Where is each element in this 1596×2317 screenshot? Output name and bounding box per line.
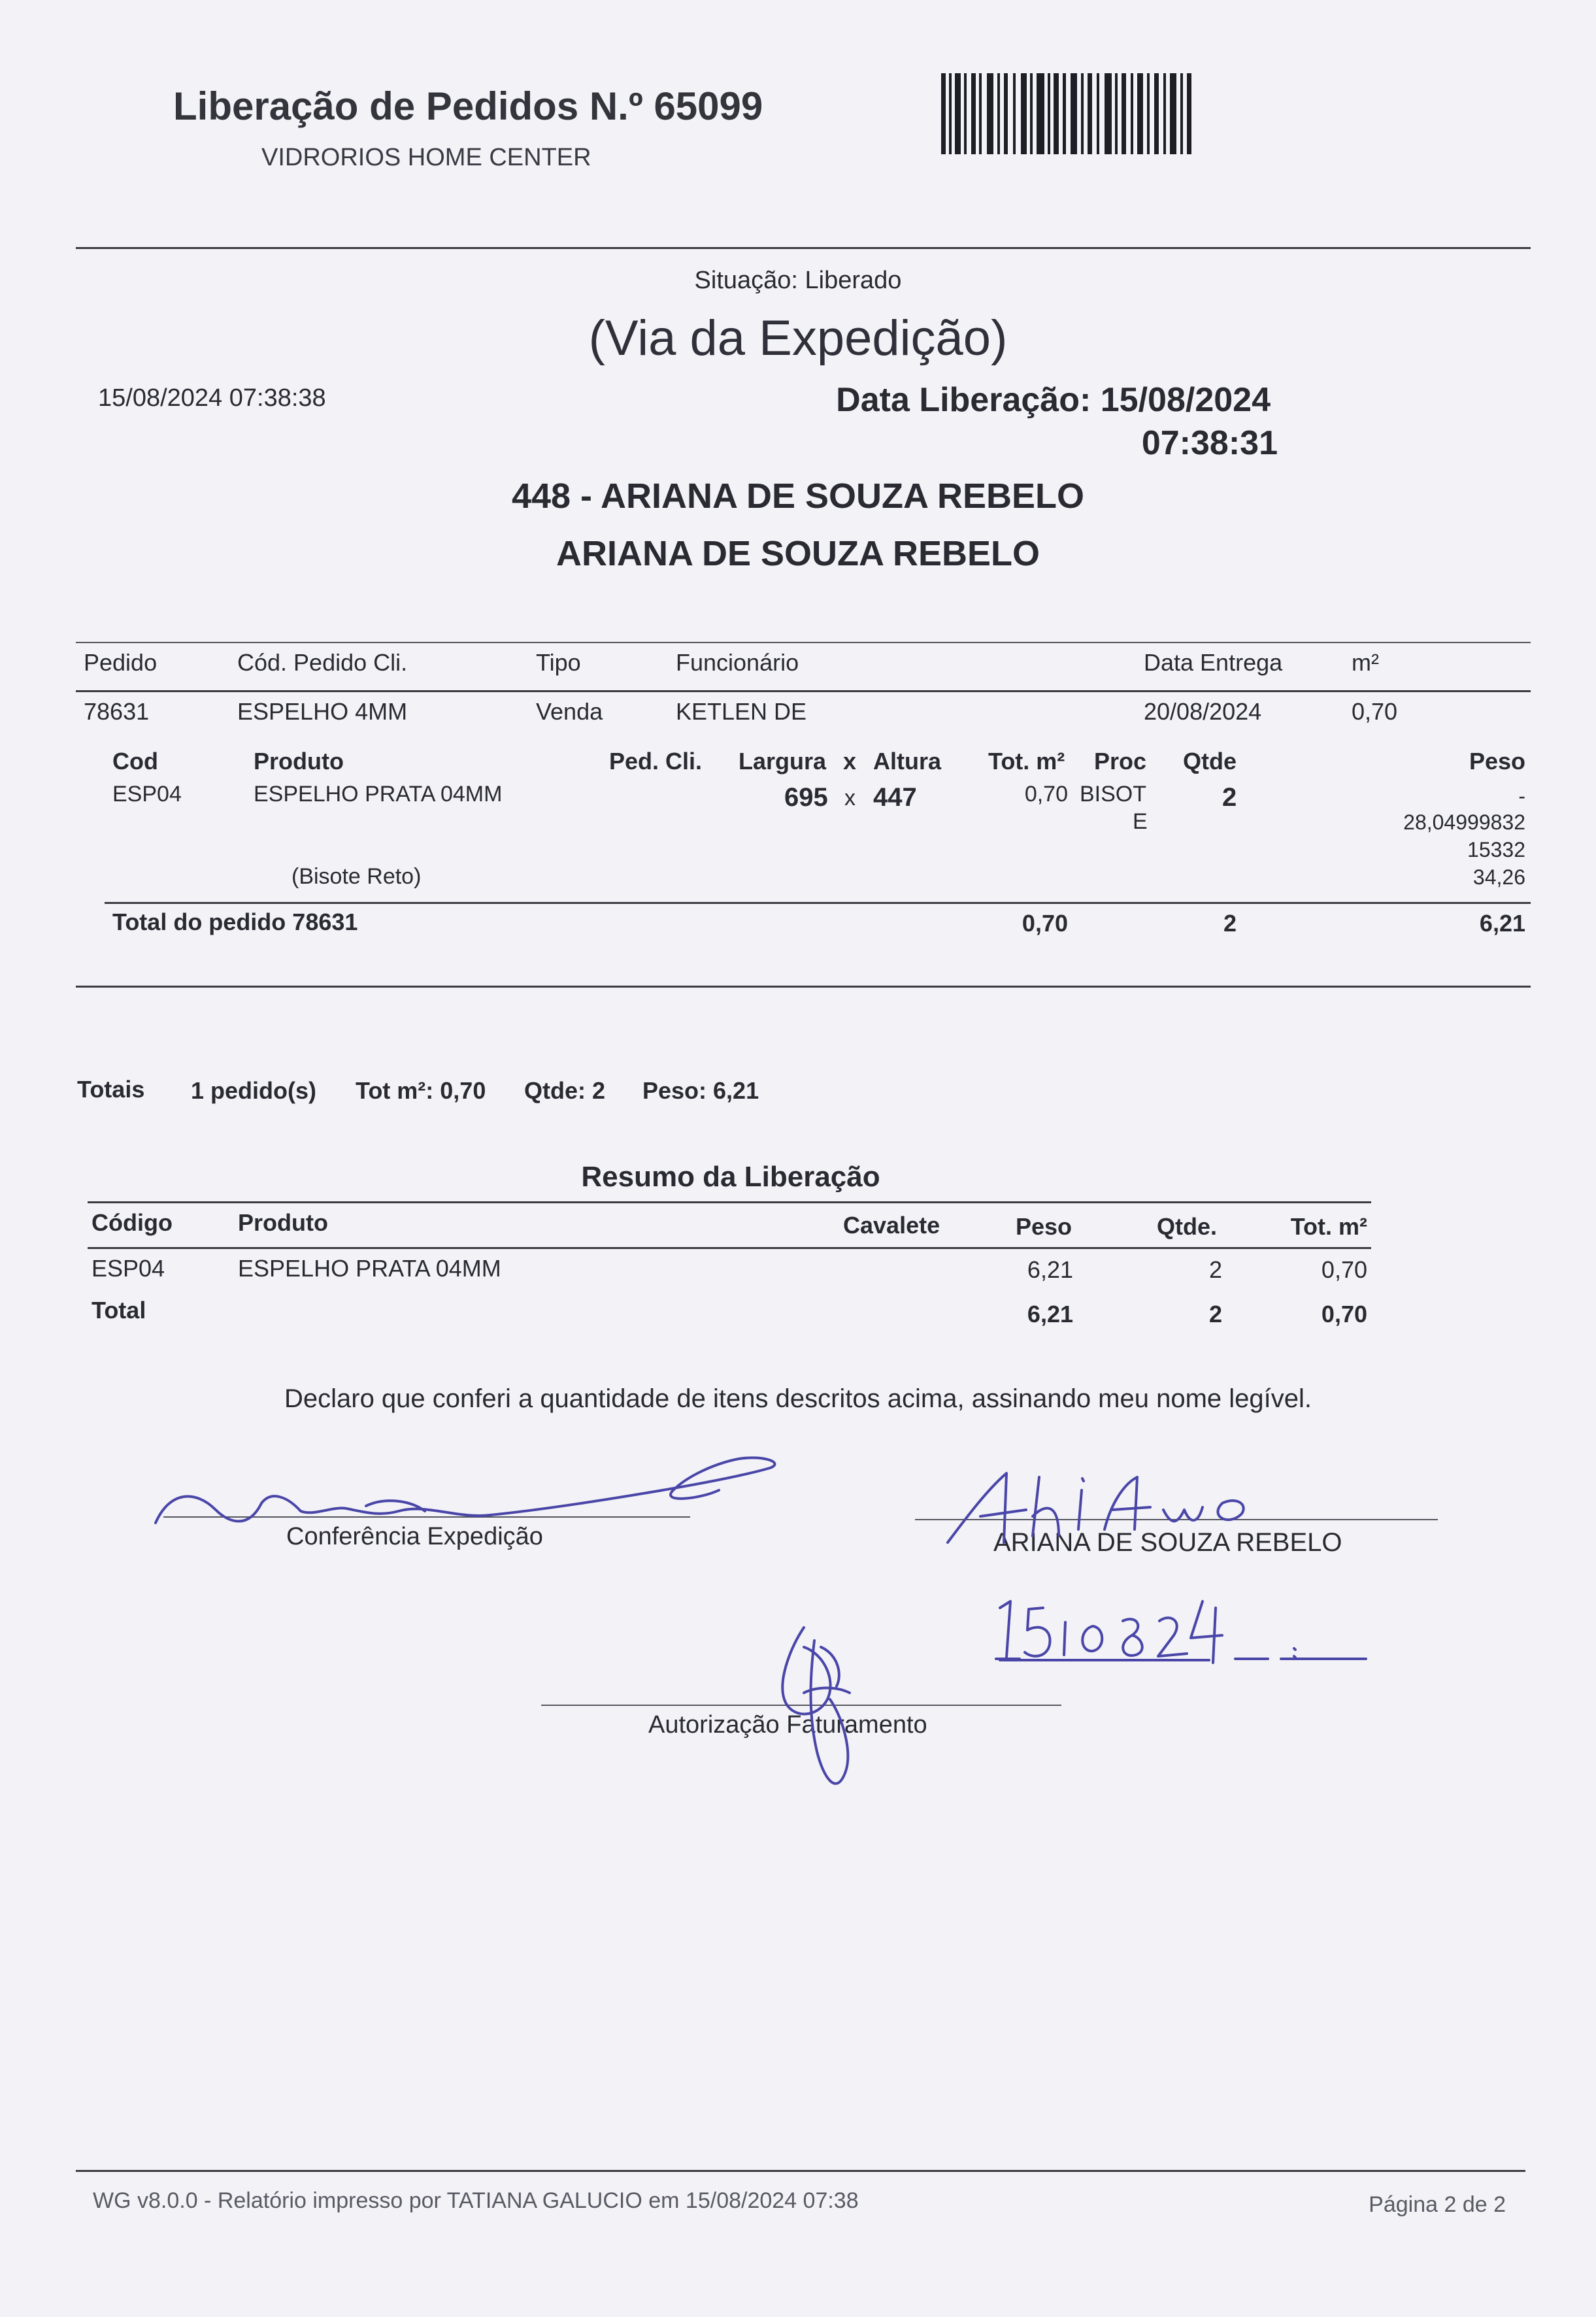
order-total-label: Total do pedido 78631: [112, 908, 358, 935]
item-altura: 447: [873, 783, 917, 812]
resumo-total-tot-m2: 0,70: [1321, 1301, 1367, 1327]
order-pedido: 78631: [84, 698, 150, 725]
resumo-total-label: Total: [91, 1297, 146, 1324]
item-header-x: x: [843, 748, 857, 775]
resumo-qtde: 2: [1208, 1256, 1222, 1283]
order-cod-pedido-cli: ESPELHO 4MM: [237, 698, 408, 725]
item-peso-line1: -: [1518, 784, 1525, 808]
order-total-m2: 0,70: [1022, 910, 1068, 937]
item-proc-line2: E: [1133, 809, 1148, 834]
order-tipo: Venda: [536, 698, 603, 725]
order-table-top-line: [76, 642, 1531, 643]
item-header-proc: Proc: [1094, 748, 1147, 775]
barcode: [941, 73, 1196, 154]
col-header-tipo: Tipo: [536, 649, 581, 676]
client-code-name: 448 - ARIANA DE SOUZA REBELO: [511, 476, 1085, 516]
item-header-largura: Largura: [739, 748, 827, 775]
col-header-pedido: Pedido: [84, 649, 158, 676]
declaration-text: Declaro que conferi a quantidade de itens descritos acima, assinando meu nome legível.: [284, 1384, 1312, 1413]
client-name: ARIANA DE SOUZA REBELO: [556, 534, 1040, 573]
resumo-codigo: ESP04: [91, 1255, 165, 1282]
resumo-header-peso: Peso: [1016, 1213, 1072, 1240]
item-peso-line2: 28,04999832: [1403, 810, 1525, 834]
totais-tot-m2: Tot m²: 0,70: [356, 1077, 486, 1104]
item-proc-line1: BISOT: [1080, 782, 1147, 807]
totais-peso: Peso: 6,21: [642, 1077, 759, 1104]
totais-label: Totais: [77, 1076, 145, 1103]
resumo-peso: 6,21: [1027, 1256, 1073, 1283]
item-x: x: [844, 786, 856, 810]
company-name: VIDRORIOS HOME CENTER: [261, 144, 591, 171]
order-total-qtde: 2: [1223, 910, 1237, 937]
copy-type: (Via da Expedição): [588, 310, 1008, 366]
resumo-produto: ESPELHO PRATA 04MM: [238, 1255, 501, 1282]
release-time: 07:38:31: [1141, 424, 1278, 462]
resumo-header-cavalete: Cavalete: [843, 1212, 940, 1239]
autorizacao-label: Autorização Faturamento: [648, 1711, 927, 1739]
item-peso-line3: 15332: [1467, 838, 1525, 861]
resumo-title: Resumo da Liberação: [581, 1161, 880, 1193]
item-header-produto: Produto: [254, 748, 344, 775]
release-date: Data Liberação: 15/08/2024: [836, 381, 1271, 419]
order-table-header-line: [76, 690, 1531, 692]
print-datetime: 15/08/2024 07:38:38: [98, 384, 326, 412]
resumo-header-codigo: Código: [91, 1209, 173, 1236]
client-signature-name: ARIANA DE SOUZA REBELO: [993, 1528, 1342, 1557]
resumo-total-qtde: 2: [1208, 1301, 1222, 1327]
resumo-header-tot-m2: Tot. m²: [1290, 1213, 1367, 1240]
item-qtde: 2: [1222, 783, 1237, 812]
item-tot-m2: 0,70: [1024, 782, 1068, 807]
conferencia-label: Conferência Expedição: [286, 1523, 543, 1550]
item-header-peso: Peso: [1469, 748, 1525, 775]
order-funcionario: KETLEN DE: [676, 698, 807, 725]
item-largura: 695: [784, 783, 828, 812]
item-cod: ESP04: [112, 782, 182, 807]
resumo-header-produto: Produto: [238, 1209, 328, 1236]
item-header-tot-m2: Tot. m²: [988, 748, 1065, 775]
item-note: (Bisote Reto): [291, 864, 422, 889]
resumo-header-line: [88, 1247, 1371, 1249]
totais-qtde: Qtde: 2: [524, 1077, 606, 1104]
resumo-top-line: [88, 1201, 1371, 1203]
order-section-bottom-line: [76, 986, 1531, 988]
col-header-data-entrega: Data Entrega: [1144, 649, 1283, 676]
item-produto: ESPELHO PRATA 04MM: [254, 782, 503, 807]
autorizacao-handwritten-signature: [765, 1621, 863, 1797]
col-header-funcionario: Funcionário: [676, 649, 799, 676]
item-header-cod: Cod: [112, 748, 158, 775]
client-handwritten-signature: [941, 1464, 1281, 1549]
status-text: Situação: Liberado: [694, 267, 902, 294]
item-total-line: [105, 902, 1531, 904]
col-header-m2: m²: [1352, 649, 1379, 676]
conferencia-handwritten-signature: [150, 1451, 784, 1549]
resumo-tot-m2: 0,70: [1321, 1256, 1367, 1283]
totais-pedidos: 1 pedido(s): [191, 1077, 317, 1104]
resumo-total-peso: 6,21: [1027, 1301, 1073, 1327]
order-m2: 0,70: [1352, 698, 1398, 725]
resumo-header-qtde: Qtde.: [1157, 1213, 1218, 1240]
item-peso-line4: 34,26: [1472, 865, 1525, 889]
footer-line: [76, 2170, 1525, 2172]
handwritten-date: [987, 1595, 1379, 1667]
report-title: Liberação de Pedidos N.º 65099: [173, 84, 763, 128]
col-header-cod-pedido-cli: Cód. Pedido Cli.: [237, 649, 408, 676]
order-data-entrega: 20/08/2024: [1144, 698, 1262, 725]
footer-printed-by: WG v8.0.0 - Relatório impresso por TATIANA GALUCIO em 15/08/2024 07:38: [93, 2188, 859, 2213]
footer-page-number: Página 2 de 2: [1369, 2192, 1506, 2217]
item-header-altura: Altura: [873, 748, 942, 775]
order-total-peso: 6,21: [1479, 910, 1525, 937]
item-header-ped-cli: Ped. Cli.: [609, 748, 703, 775]
header-divider: [76, 247, 1531, 249]
item-header-qtde: Qtde: [1183, 748, 1237, 775]
